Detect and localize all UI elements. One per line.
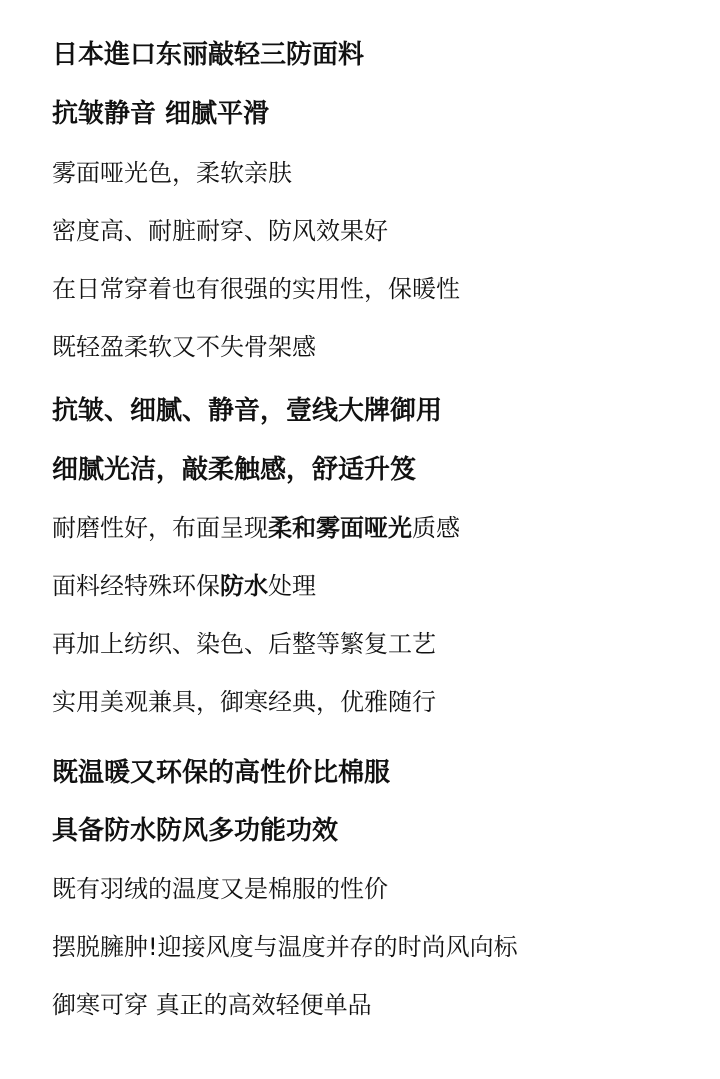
text-segment: 面料经特殊环保 — [52, 572, 220, 600]
heading-wrinkle-resistant: 抗皱静音 细腻平滑 — [52, 99, 270, 129]
text-segment: 处理 — [268, 572, 316, 600]
text-segment: 耐磨性好，布面呈现 — [52, 514, 268, 542]
text-line: 既有羽绒的温度又是棉服的性价 — [52, 875, 388, 903]
heading-touch: 细腻光洁，敲柔触感，舒适升笈 — [52, 455, 417, 485]
text-line: 再加上纺织、染色、后整等繁复工艺 — [52, 630, 436, 658]
text-segment: 质感 — [412, 514, 460, 542]
heading-functions: 具备防水防风多功能功效 — [52, 816, 339, 846]
text-line-rich — [52, 569, 316, 603]
text-line: 既轻盈柔软又不失骨架感 — [52, 333, 316, 361]
text-emphasis: 防水 — [220, 572, 268, 600]
heading-material: 日本進口东丽敲轻三防面料 — [52, 40, 365, 70]
text-line: 密度高、耐脏耐穿、防风效果好 — [52, 217, 388, 245]
heading-brand: 抗皱、细腻、静音，壹线大牌御用 — [52, 396, 443, 426]
text-line-rich — [52, 511, 460, 545]
text-line: 实用美观兼具，御寒经典，优雅随行 — [52, 688, 436, 716]
text-line: 御寒可穿 真正的高效轻便单品 — [52, 991, 372, 1019]
heading-value: 既温暖又环保的高性价比棉服 — [52, 758, 391, 788]
text-line: 在日常穿着也有很强的实用性，保暖性 — [52, 275, 460, 303]
text-line: 摆脱臃肿!迎接风度与温度并存的时尚风向标 — [52, 933, 518, 961]
text-line: 雾面哑光色，柔软亲肤 — [52, 159, 292, 187]
text-emphasis: 柔和雾面哑光 — [268, 514, 412, 542]
